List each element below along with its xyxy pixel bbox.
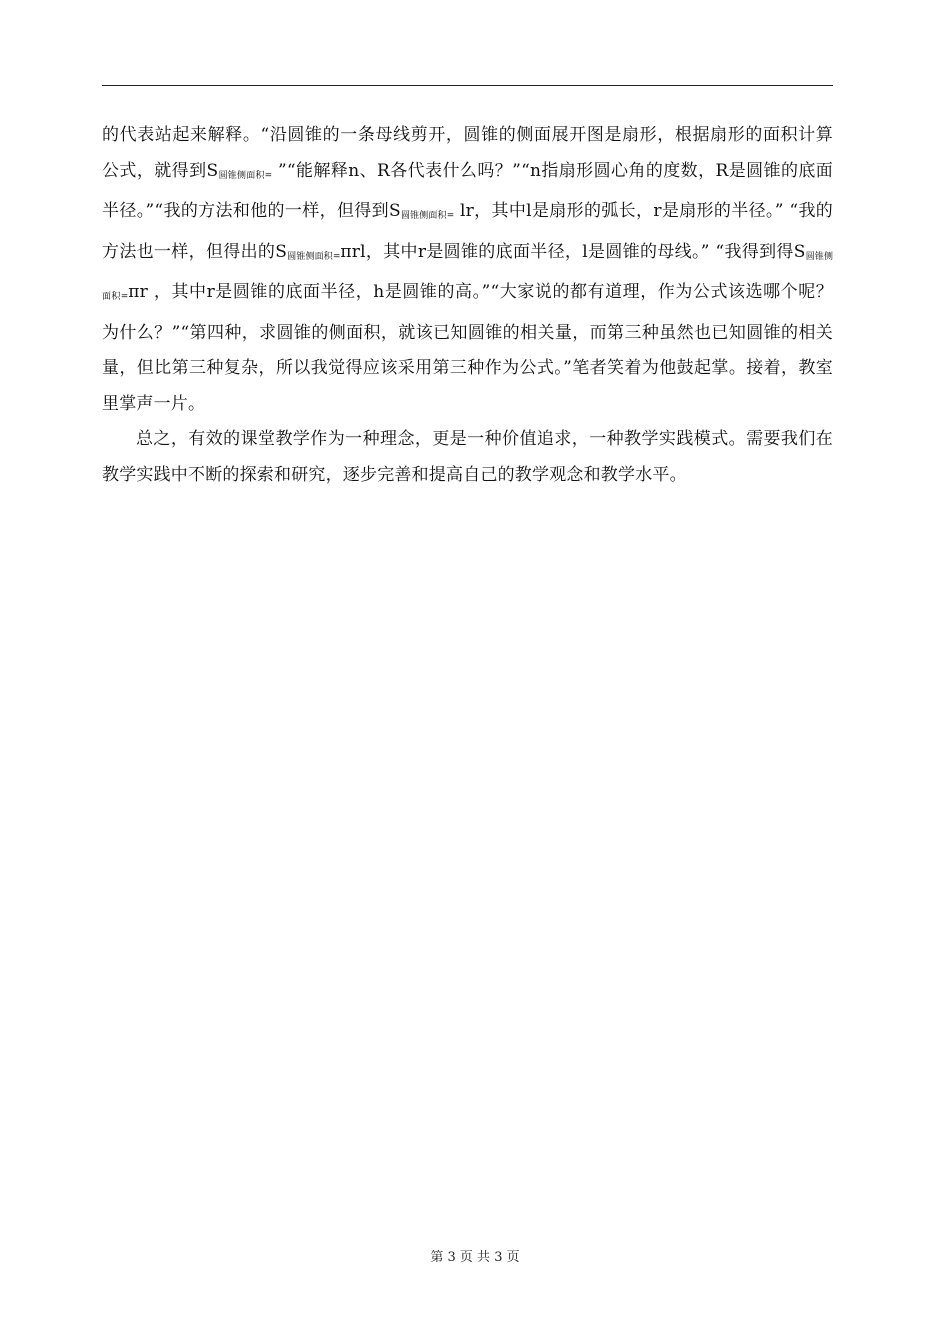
text-run-5: πr ，其中r是圆锥的底面半径，h是圆锥的高。”“大家说的都有道理，作为公式该选哪个呢？为什么？”“第四种，求圆锥的侧面积，就该已知圆锥的相关量，而第三种虽然也已知圆锥的相关量，但比第三种复杂，所以我觉得应该采用第三种作为公式。”笔者笑着为他鼓起掌。接着，教室里掌声一片。 bbox=[102, 282, 833, 414]
text-run-3: lr，其中l是扇形的弧长，r是扇形的半径。” “我的方法也一样，但得出的S bbox=[102, 201, 834, 262]
header-rule bbox=[102, 85, 833, 86]
formula-subscript-3: 圆锥侧面积= bbox=[287, 251, 341, 262]
document-body bbox=[102, 118, 833, 493]
formula-subscript-4: 圆锥侧面积= bbox=[102, 251, 833, 302]
formula-subscript-1: 圆锥侧面积= bbox=[218, 170, 273, 181]
text-run-2: ”“能解释n、R各代表什么吗？”“n指扇形圆心角的度数，R是圆锥的底面半径。”“我的方法和他的一样，但得到S bbox=[102, 160, 833, 221]
text-run-1: 的代表站起来解释。“沿圆锥的一条母线剪开，圆锥的侧面展开图是扇形，根据扇形的面积计算公式，就得到S bbox=[102, 125, 833, 181]
text-run-4: πrl，其中r是圆锥的底面半径，l是圆锥的母线。” “我得到得S bbox=[340, 241, 806, 262]
page-footer: 第 3 页 共 3 页 bbox=[430, 1250, 520, 1265]
paragraph-conclusion: 总之，有效的课堂教学作为一种理念，更是一种价值追求，一种教学实践模式。需要我们在教学实践中不断的探索和研究，逐步完善和提高自己的教学观念和教学水平。 bbox=[102, 429, 833, 485]
paragraph-dialogue bbox=[102, 118, 833, 422]
formula-subscript-2: 圆锥侧面积= bbox=[400, 211, 455, 221]
